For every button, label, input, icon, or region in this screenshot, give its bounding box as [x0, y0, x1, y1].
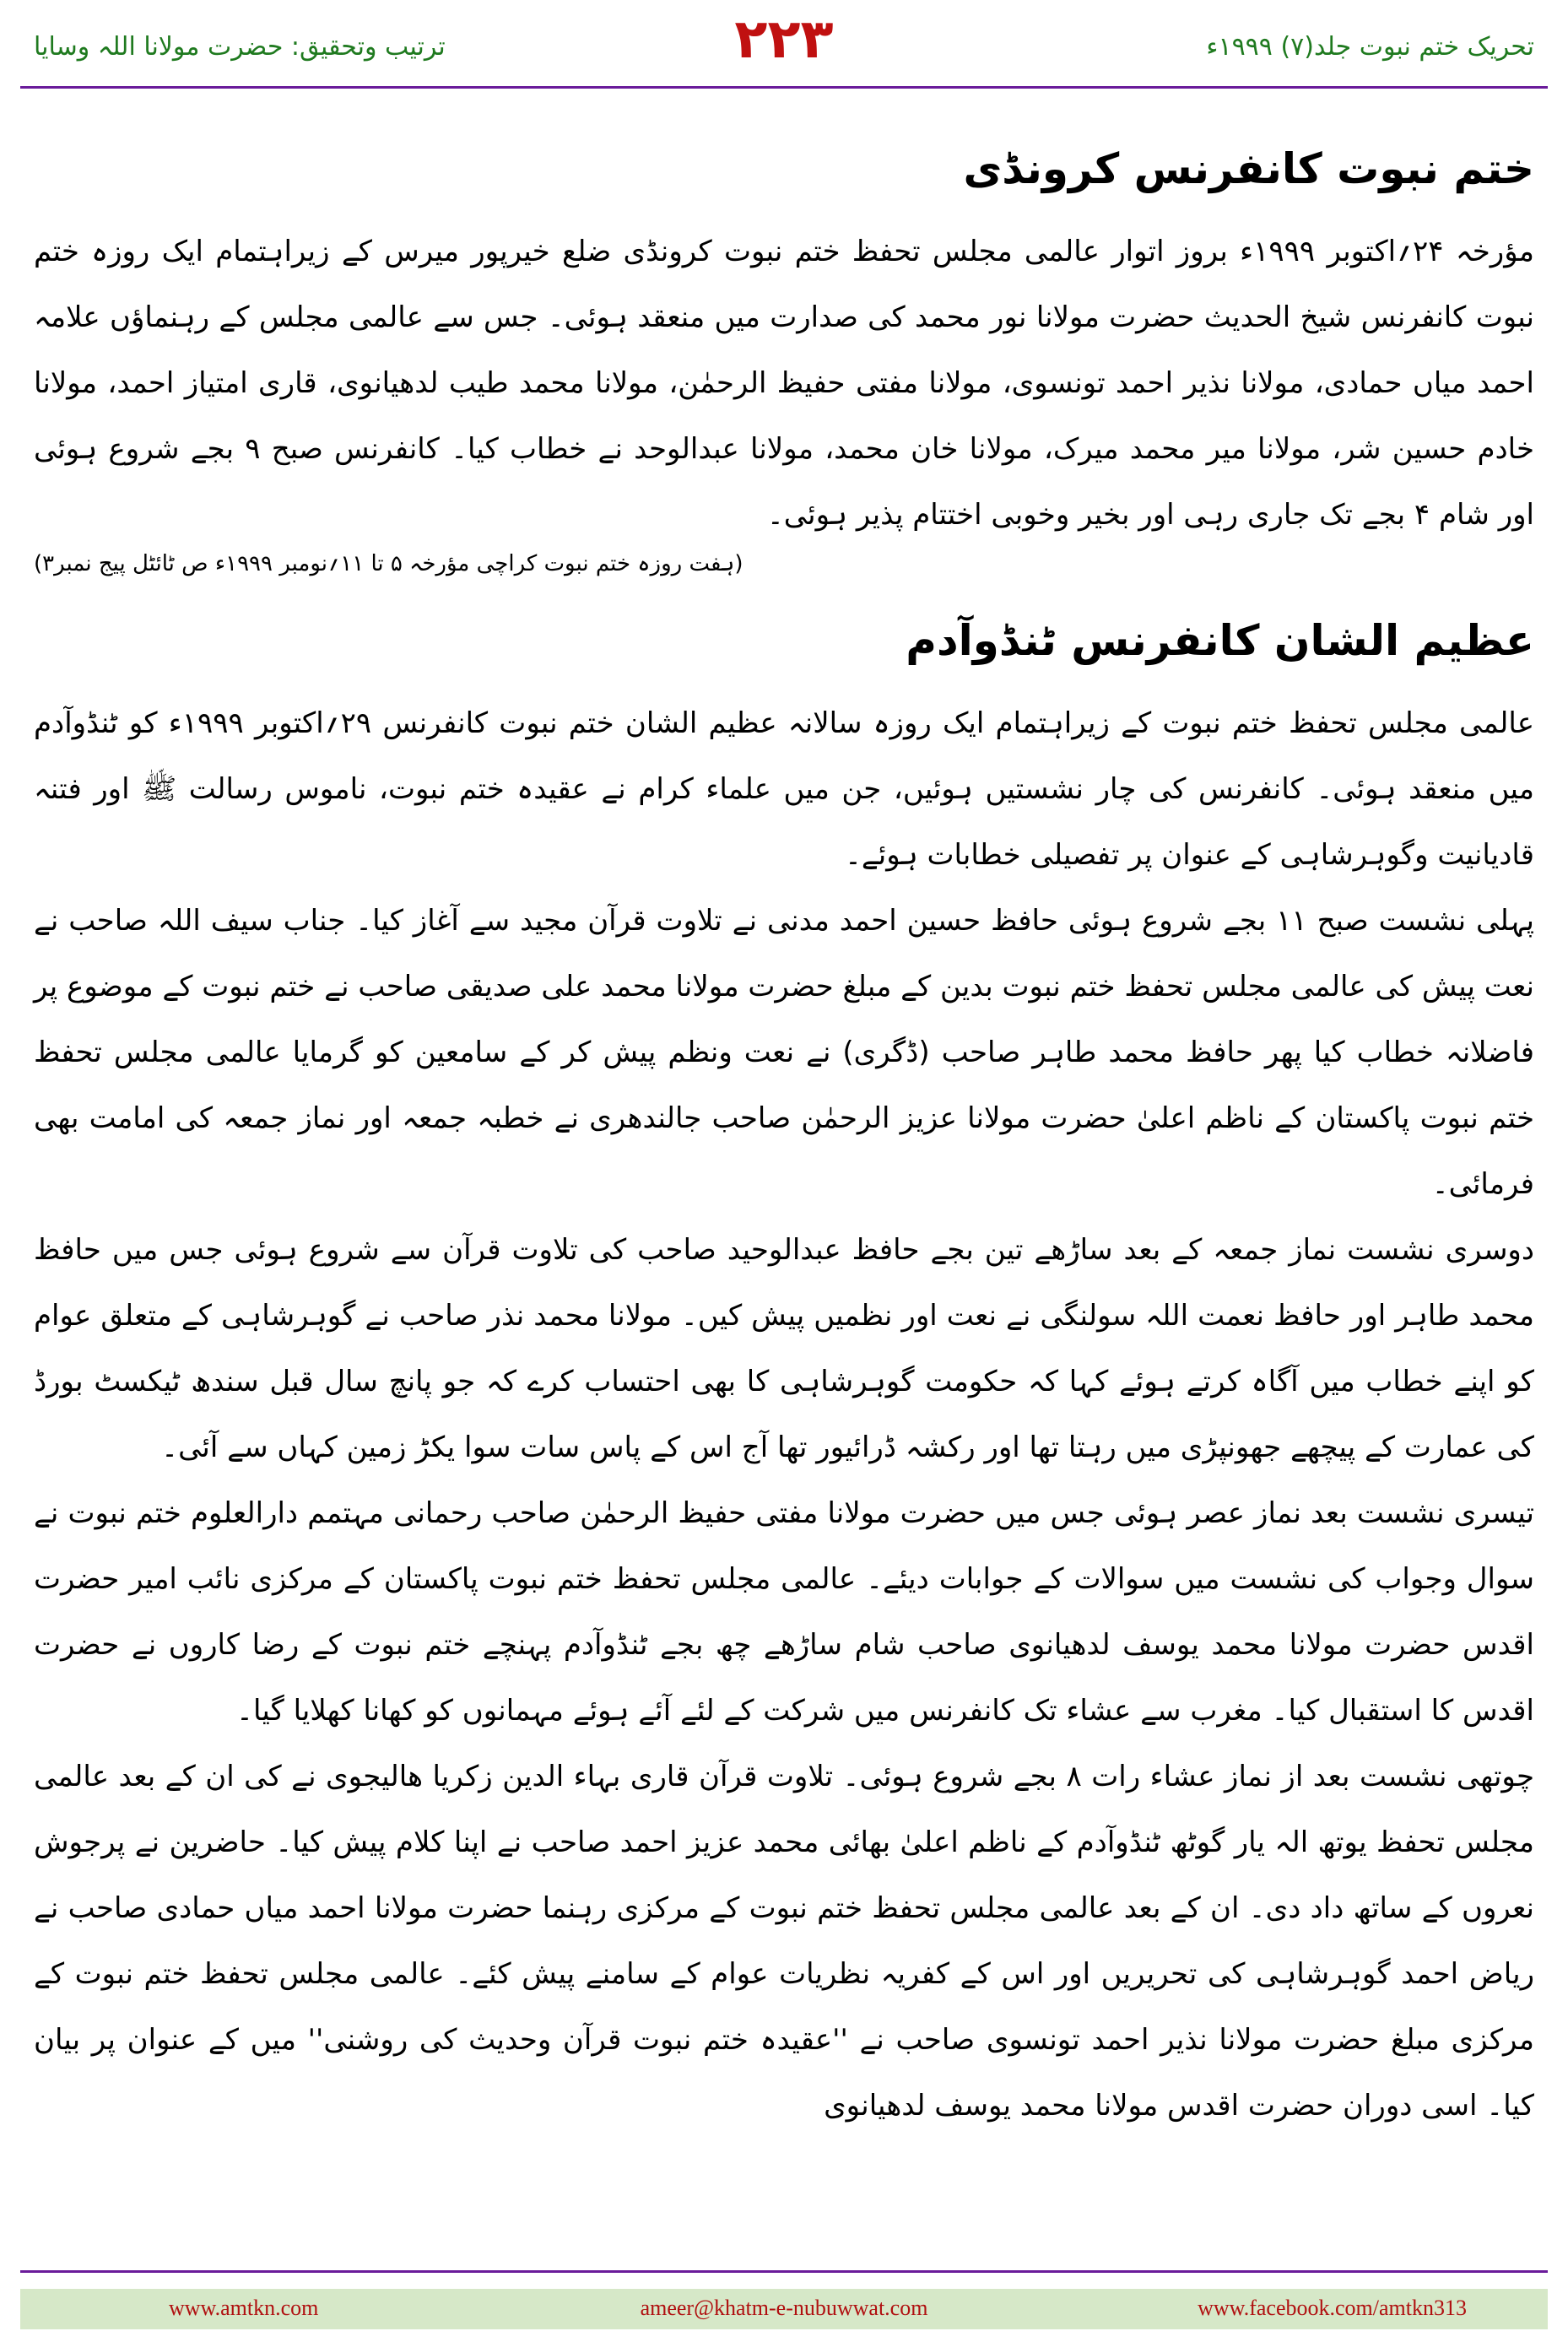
- paragraph: عالمی مجلس تحفظ ختم نبوت کے زیراہتمام ایک روزہ سالانہ عظیم الشان ختم نبوت کانفرنس ۲۹؍اکتوبر ۱۹۹۹ء کو ٹنڈوآدم میں منعقد ہوئی۔ کانفرنس کی چار نشستیں ہوئیں، جن میں علماء کرام نے عقیدہ ختم نبوت، ناموس رسالت ﷺ اور فتنہ قادیانیت وگوہرشاہی کے عنوان پر تفصیلی خطابات ہوئے۔: [34, 706, 1534, 872]
- facebook-link[interactable]: www.facebook.com/amtkn313: [1198, 2296, 1467, 2320]
- section-heading: ختم نبوت کانفرنس کرونڈی: [963, 144, 1534, 193]
- page-content: [34, 127, 1534, 2139]
- header-divider: [20, 86, 1548, 89]
- paragraph: پہلی نشست صبح ۱۱ بجے شروع ہوئی حافظ حسین احمد مدنی نے تلاوت قرآن مجید سے آغاز کیا۔ جناب سیف اللہ صاحب نے نعت پیش کی عالمی مجلس تحفظ ختم نبوت بدین کے مبلغ حضرت مولانا محمد علی صدیقی صاحب نے ختم نبوت کے موضوع پر فاضلانہ خطاب کیا پھر حافظ محمد طاہر صاحب (ڈگری) نے نعت ونظم پیش کر کے سامعین کو گرمایا عالمی مجلس تحفظ ختم نبوت پاکستان کے ناظم اعلیٰ حضرت مولانا عزیز الرحمٰن صاحب جالندھری نے خطبہ جمعہ اور نماز جمعہ کی امامت بھی فرمائی۔: [34, 904, 1534, 1201]
- paragraph: چوتھی نشست بعد از نماز عشاء رات ۸ بجے شروع ہوئی۔ تلاوت قرآن قاری بہاء الدین زکریا ھالیجوی نے کی ان کے بعد عالمی مجلس تحفظ یوتھ الہ یار گوٹھ ٹنڈوآدم کے ناظم اعلیٰ بھائی محمد عزیز احمد صاحب نے اپنا کلام پیش کیا۔ حاضرین نے پرجوش نعروں کے ساتھ داد دی۔ ان کے بعد عالمی مجلس تحفظ ختم نبوت کے مرکزی رہنما حضرت مولانا احمد میاں حمادی صاحب نے ریاض احمد گوہرشاہی کی تحریریں اور اس کے کفریہ نظریات عوام کے سامنے پیش کئے۔ عالمی مجلس تحفظ ختم نبوت کے مرکزی مبلغ حضرت مولانا نذیر احمد تونسوی صاحب نے ''عقیدہ ختم نبوت قرآن وحدیث کی روشنی'' میں کے عنوان پر بیان کیا۔ اسی دوران حضرت اقدس مولانا محمد یوسف لدھیانوی: [34, 1760, 1534, 2123]
- section-karondi-conference: [34, 142, 1534, 576]
- source-citation: (ہفت روزہ ختم نبوت کراچی مؤرخہ ۵ تا ۱۱؍نومبر ۱۹۹۹ء ص ٹائٹل پیج نمبر۳): [34, 551, 743, 576]
- paragraph: مؤرخہ ۲۴؍اکتوبر ۱۹۹۹ء بروز اتوار عالمی مجلس تحفظ ختم نبوت کرونڈی ضلع خیرپور میرس کے زیراہتمام ایک روزہ ختم نبوت کانفرنس شیخ الحدیث حضرت مولانا نور محمد کی صدارت میں منعقد ہوئی۔ جس سے عالمی مجلس کے رہنماؤں علامہ احمد میاں حمادی، مولانا نذیر احمد تونسوی، مولانا مفتی حفیظ الرحمٰن، مولانا محمد طیب لدھیانوی، قاری امتیاز احمد، مولانا خادم حسین شر، مولانا میر محمد میرک، مولانا خان محمد، مولانا عبدالوحد نے خطاب کیا۔ کانفرنس صبح ۹ بجے شروع ہوئی اور شام ۴ بجے تک جاری رہی اور بخیر وخوبی اختتام پذیر ہوئی۔: [34, 235, 1535, 532]
- page-number: ۲۲۳: [734, 8, 834, 71]
- footer-divider: [20, 2270, 1548, 2273]
- website-link[interactable]: www.amtkn.com: [169, 2296, 319, 2320]
- section-heading: عظیم الشان کانفرنس ٹنڈوآدم: [906, 616, 1534, 665]
- paragraph: تیسری نشست بعد نماز عصر ہوئی جس میں حضرت مولانا مفتی حفیظ الرحمٰن صاحب رحمانی مہتمم دارالعلوم ختم نبوت نے سوال وجواب کی نشست میں سوالات کے جوابات دیئے۔ عالمی مجلس تحفظ ختم نبوت پاکستان کے مرکزی نائب امیر حضرت اقدس حضرت مولانا محمد یوسف لدھیانوی صاحب شام ساڑھے چھ بجے ٹنڈوآدم پہنچے ختم نبوت کے رضا کاروں نے حضرت اقدس کا استقبال کیا۔ مغرب سے عشاء تک کانفرنس میں شرکت کے لئے آئے ہوئے مہمانوں کو کھانا کھلایا گیا۔: [34, 1496, 1534, 1728]
- paragraph: دوسری نشست نماز جمعہ کے بعد ساڑھے تین بجے حافظ عبدالوحید صاحب کی تلاوت قرآن سے شروع ہوئی جس میں حافظ محمد طاہر اور حافظ نعمت اللہ سولنگی نے نعت اور نظمیں پیش کیں۔ مولانا محمد نذر صاحب نے گوہرشاہی کے متعلق عوام کو اپنے خطاب میں آگاہ کرتے ہوئے کہا کہ حکومت گوہرشاہی کا بھی احتساب کرے کہ جو پانچ سال قبل سندھ ٹیکسٹ بورڈ کی عمارت کے پیچھے جھونپڑی میں رہتا تھا اور رکشہ ڈرائیور تھا آج اس کے پاس سات سوا یکڑ زمین کہاں سے آئی۔: [34, 1233, 1534, 1464]
- email-link[interactable]: ameer@khatm-e-nubuwwat.com: [640, 2296, 928, 2320]
- page-footer: [0, 2270, 1568, 2342]
- compiler-credit: ترتیب وتحقیق: حضرت مولانا اللہ وسایا: [34, 32, 446, 62]
- page-header: [0, 0, 1568, 101]
- section-tando-adam-conference: [34, 614, 1534, 2139]
- book-series-title: تحریک ختم نبوت جلد(۷) ۱۹۹۹ء: [1206, 32, 1534, 62]
